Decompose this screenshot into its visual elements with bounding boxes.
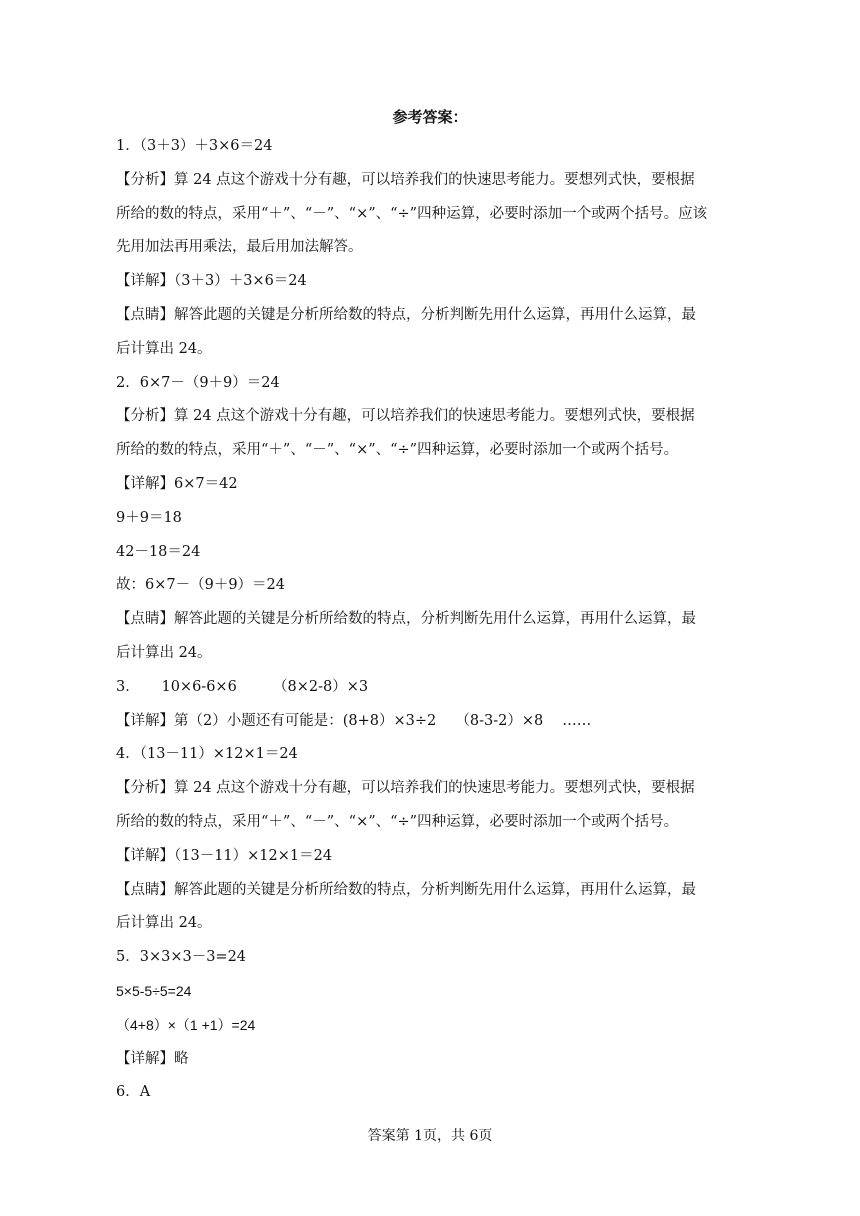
comment-line: 【点睛】解答此题的关键是分析所给数的特点，分析判断先用什么运算，再用什么运算，最 <box>116 306 696 323</box>
detail-line: 9＋9＝18 <box>116 509 182 526</box>
comment-line: 后计算出 24。 <box>116 644 212 661</box>
analysis-line: 先用加法再用乘法，最后用加法解答。 <box>116 239 363 256</box>
detail-line: 【详解】略 <box>116 1050 189 1067</box>
answer-line: 4．（13－11）×12×1＝24 <box>116 746 298 763</box>
detail-line: 【详解】6×7＝42 <box>116 475 238 492</box>
answer-line: 3． 10×6-6×6 （8×2-8）×3 <box>116 678 369 695</box>
page-title: 参考答案： <box>392 108 468 126</box>
answer-line: 2．6×7－（9＋9）＝24 <box>116 374 280 391</box>
page-footer: 答案第 1页，共 6页 <box>367 1128 493 1144</box>
answer-line: （4+8）×（1 +1）=24 <box>116 1016 256 1033</box>
answer-line: 6．A <box>116 1084 151 1101</box>
comment-line: 【点睛】解答此题的关键是分析所给数的特点，分析判断先用什么运算，再用什么运算，最 <box>116 881 696 898</box>
answer-line: 5×5-5÷5=24 <box>116 982 192 999</box>
detail-line: 【详解】（3＋3）＋3×6＝24 <box>116 273 307 290</box>
answer-line: 5．3×3×3－3=24 <box>116 949 247 966</box>
analysis-line: 【分析】算 24 点这个游戏十分有趣，可以培养我们的快速思考能力。要想列式快，要根据 <box>116 780 695 797</box>
detail-line: 故：6×7－（9＋9）＝24 <box>116 577 286 594</box>
answer-body <box>116 130 756 1110</box>
analysis-line: 【分析】算 24 点这个游戏十分有趣，可以培养我们的快速思考能力。要想列式快，要根据 <box>116 171 695 188</box>
comment-line: 后计算出 24。 <box>116 915 212 932</box>
analysis-line: 所给的数的特点，采用“＋”、“－”、“×”、“÷”四种运算，必要时添加一个或两个括号。 <box>116 442 679 459</box>
detail-line: 【详解】（13－11）×12×1＝24 <box>116 847 333 864</box>
comment-line: 【点睛】解答此题的关键是分析所给数的特点，分析判断先用什么运算，再用什么运算，最 <box>116 611 696 628</box>
detail-line: 42－18＝24 <box>116 543 201 560</box>
analysis-line: 【分析】算 24 点这个游戏十分有趣，可以培养我们的快速思考能力。要想列式快，要根据 <box>116 408 695 425</box>
detail-line: 【详解】第（2）小题还有可能是：(8+8）×3÷2 （8-3-2）×8 …… <box>116 712 592 729</box>
analysis-line: 所给的数的特点，采用“＋”、“－”、“×”、“÷”四种运算，必要时添加一个或两个括号。应该 <box>116 205 708 222</box>
answer-line: 1．（3＋3）＋3×6＝24 <box>116 138 273 154</box>
analysis-line: 所给的数的特点，采用“＋”、“－”、“×”、“÷”四种运算，必要时添加一个或两个括号。 <box>116 813 679 830</box>
comment-line: 后计算出 24。 <box>116 340 212 357</box>
